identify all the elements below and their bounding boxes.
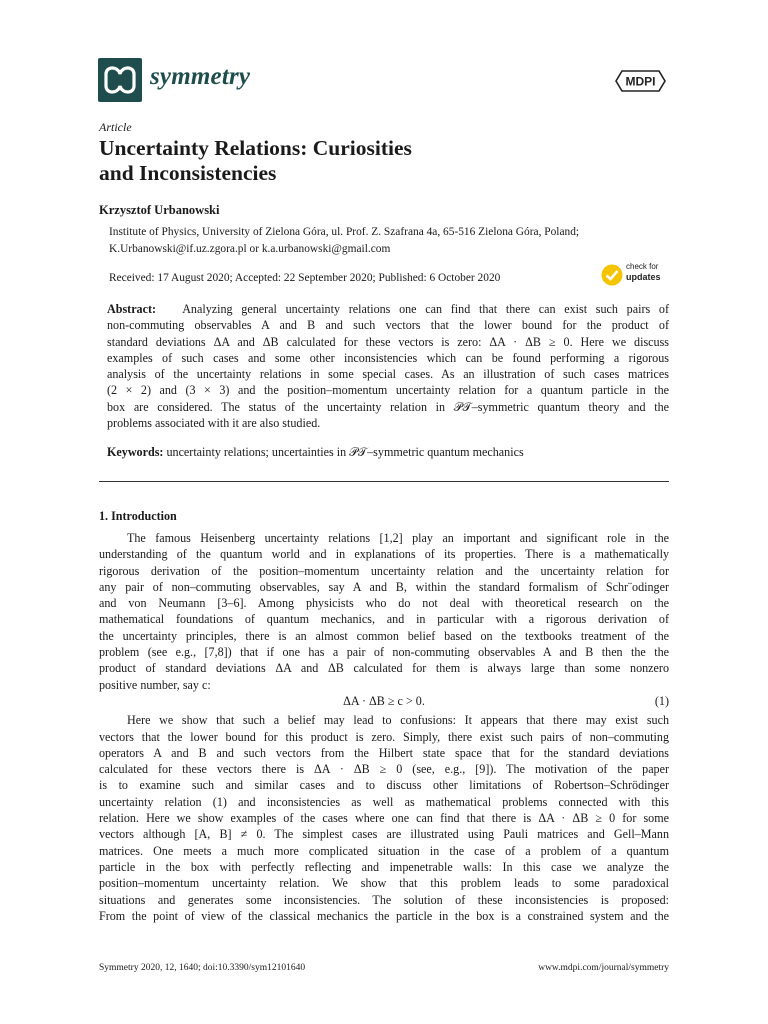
body-line: particle in the box with perfectly reflecting and impenetrable walls: In this case we analyze the — [99, 859, 669, 874]
affiliation — [109, 224, 669, 257]
body-line: understanding of the quantum world and in explanations of its properties. There is a mathematically — [99, 547, 669, 562]
equation: ΔA · ΔB ≥ c > 0. — [343, 693, 425, 708]
section-heading: 1. Introduction — [99, 509, 177, 523]
equation-1 — [99, 693, 669, 709]
publication-dates: Received: 17 August 2020; Accepted: 22 September 2020; Published: 6 October 2020 — [109, 272, 501, 284]
article-type: Article — [99, 120, 132, 134]
keywords-label: Keywords: — [107, 445, 164, 459]
body-line: The famous Heisenberg uncertainty relations [1,2] play an important and significant role in the — [127, 531, 669, 545]
body-line: uncertainty relation (1) and inconsistencies as well as mathematical problems connected with this — [99, 794, 669, 809]
body-line: mathematical foundations of quantum mechanics, and in particular with a rigorous derivation of — [99, 612, 669, 627]
body-line: problem (see e.g., [7,8]) that if one has a pair of non-commuting observables A and B then the the — [99, 645, 669, 660]
article-title — [99, 136, 659, 186]
journal-url[interactable]: www.mdpi.com/journal/symmetry — [538, 963, 669, 973]
body-line: operators A and B and such vectors from the Hilbert state space that for the standard deviations — [99, 745, 669, 760]
abstract — [107, 301, 669, 431]
body-line: situations and generates some inconsistencies. The solution of these inconsistencies is proposed: — [99, 892, 669, 907]
citation-footer: Symmetry 2020, 12, 1640; doi:10.3390/sym12101640 — [99, 963, 306, 973]
check-for-updates-icon — [600, 263, 624, 287]
body-line: any pair of non–commuting observables, say A and B, within the standard formalism of Schr¨odinger — [99, 579, 669, 594]
mdpi-logo-icon — [613, 68, 668, 94]
equation-number: (1) — [654, 693, 669, 708]
body-line: matrices. One meets a much more complicated situation in the case of a problem of a quantum — [99, 843, 669, 858]
abstract-line: problems associated with it are also studied. — [107, 416, 321, 431]
publisher-logo-text: MDPI — [625, 74, 656, 89]
body-line: position–momentum uncertainty relation. We show that this problem leads to some paradoxical — [99, 876, 669, 891]
journal-logo-icon — [98, 58, 142, 102]
abstract-line: standard deviations ΔA and ΔB calculated for these vectors is zero: ΔA · ΔB ≥ 0. Here we discuss — [107, 334, 669, 349]
section-divider — [99, 481, 669, 482]
body-line: is to examine such and similar cases and to discuss other limitations of Robertson–Schrödinger — [99, 778, 669, 793]
journal-name: symmetry — [150, 63, 251, 90]
body-line: and von Neumann [3–6]. Among physicists who do not deal with theoretical research on the — [99, 596, 669, 611]
title-line: and Inconsistencies — [99, 161, 277, 185]
author-email[interactable]: K.Urbanowski@if.uz.zgora.pl or k.a.urbanowski@gmail.com — [109, 242, 391, 255]
body-line: product of standard deviations ΔA and ΔB calculated for them is always large than some nonzero — [99, 661, 669, 676]
abstract-line: non-commuting observables A and B and such vectors that the lower bound for the product of — [107, 318, 669, 333]
body-line: positive number, say c: — [99, 677, 211, 692]
keywords — [107, 445, 524, 460]
body-line: rigorous derivation of the position–momentum uncertainty relation and the uncertainty relation for — [99, 563, 669, 578]
updates-label: updates — [626, 272, 661, 282]
abstract-line: analysis of the uncertainty relations in some special cases. As an illustration of such cases matrices — [107, 367, 669, 382]
abstract-line: box are considered. The status of the uncertainty relation in 𝒫𝒯–symmetric quantum theory and the — [107, 399, 669, 414]
body-line: calculated for these vectors there is ΔA · ΔB ≥ 0 (see, e.g., [9]). The motivation of the paper — [99, 762, 669, 777]
introduction-body — [99, 530, 669, 924]
body-line: relation. Here we show examples of the cases where one can find that there is ΔA · ΔB ≥ 0 for some — [99, 811, 669, 826]
abstract-line: examples of such cases and some other inconsistencies which can be found performing a rigorous — [107, 350, 669, 365]
check-for-updates-badge[interactable] — [600, 261, 672, 289]
body-line: Here we show that such a belief may lead to confusions: It appears that there may exist such — [127, 713, 669, 728]
body-line: vectors although [A, B] ≠ 0. The simplest cases are illustrated using Pauli matrices and Gell–Mann — [99, 827, 669, 842]
title-line: Uncertainty Relations: Curiosities — [99, 136, 412, 160]
check-for-label: check for — [626, 262, 659, 271]
abstract-line: (2 × 2) and (3 × 3) and the position–momentum uncertainty relation for a quantum particle in the — [107, 383, 669, 398]
keywords-text: uncertainty relations; uncertainties in 𝒫𝒯–symmetric quantum mechanics — [166, 445, 524, 459]
abstract-label: Abstract: — [107, 302, 157, 316]
body-line: the uncertainty principles, there is an almost common belief based on the textbooks treatment of the — [99, 628, 669, 643]
body-line: From the point of view of the classical mechanics the particle in the box is a constrained system and the — [99, 908, 669, 923]
affiliation-line: Institute of Physics, University of Zielona Góra, ul. Prof. Z. Szafrana 4a, 65-516 Zielona Góra, Poland; — [109, 226, 580, 238]
body-line: vectors that the lower bound for this product is zero. Simply, there exist such pairs of non–commuting — [99, 729, 669, 744]
author-name: Krzysztof Urbanowski — [99, 203, 220, 217]
abstract-line: Analyzing general uncertainty relations one can find that there can exist such pairs of — [182, 302, 669, 316]
